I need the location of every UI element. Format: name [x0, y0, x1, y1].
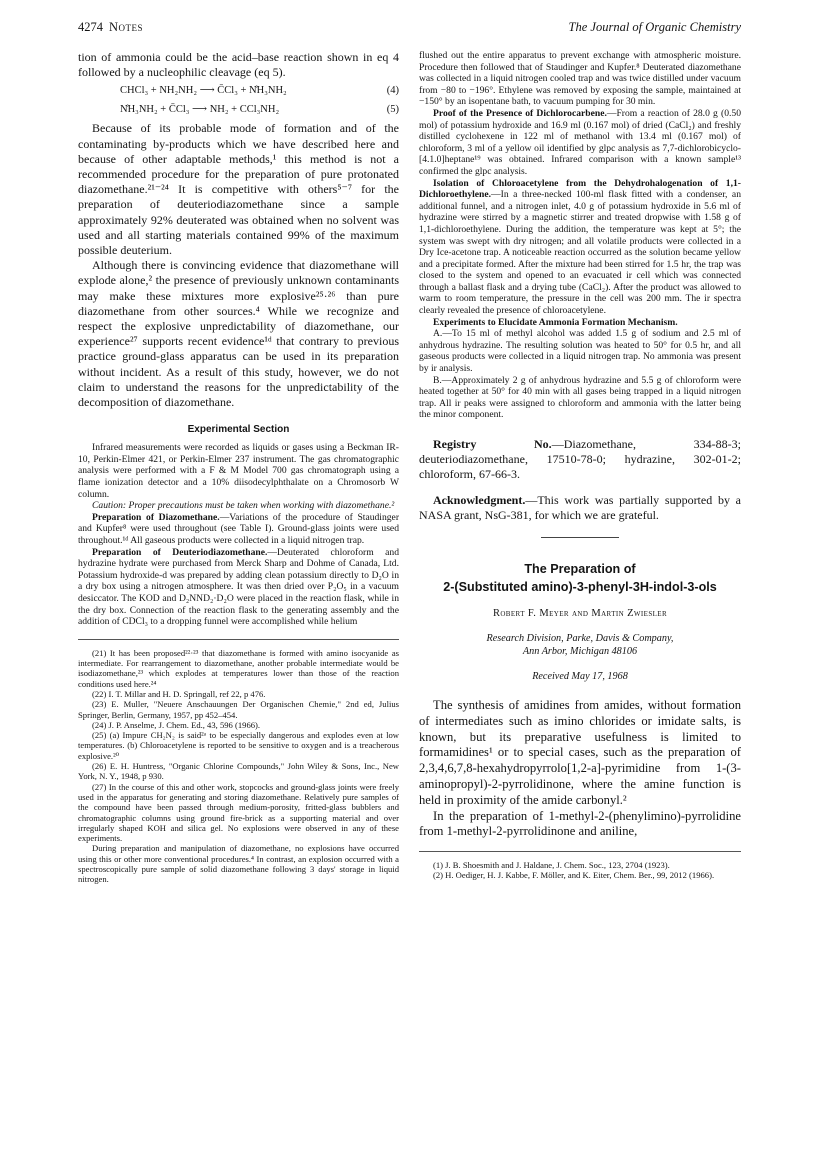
experiment-b: B.—Approximately 2 g of anhydrous hydrazine and 5.5 g of chloroform were heated together at 50° for 40 min with all gases being trapped in a liquid nitrogen trap. All ir peaks were assigned to chloroform and ammonia with the latter being the minor component. — [419, 374, 741, 421]
footnote-25: (25) (a) Impure CH₂N₂ is said²ᵃ to be especially dangerous and explodes even at low temperatures. (b) Chloroacetylene is reported to be sensitive to oxygen and is a treacherous explosive.²⁰ — [78, 730, 399, 761]
footnote-21: (21) It has been proposed²²·²³ that diazomethane is formed with amino isocyanide as intermediate. For rearrangement to diazomethane, another probable intermediate would be isodiazomethane,²³ which explodes at temperatures lower than those of the reaction conditions used here.²⁴ — [78, 647, 399, 689]
isolation-paragraph — [419, 178, 741, 317]
article-title-line-1: The Preparation of — [524, 562, 636, 577]
experimental-heading: Experimental Section — [187, 424, 290, 436]
prep-diazomethane-heading: Preparation of Diazomethane. — [92, 511, 220, 523]
prep-diazomethane-text: —Variations of the procedure of Staudinger and Kupfer⁸ were used throughout (see Table I). Ground-glass joints were used throughout.¹ᵈ All gaseous products were collected in a liquid nitrogen trap. — [78, 511, 400, 547]
caution-paragraph — [78, 500, 399, 512]
registry-heading: Registry No. — [433, 437, 552, 451]
received-date: Received May 17, 1968 — [532, 671, 628, 683]
proof-text: —From a reaction of 28.0 g (0.50 mol) of potassium hydroxide and 16.9 ml (0.167 mol) of dried (CaCl₂) and freshly distilled cyclohexene in 122 ml of methanol with 13.4 ml (0.167 mol) of chloroform, 3 ml of a yellow oil identified by glpc analysis as 7,7-dichlorobicyclo-[4.1.0]heptane¹⁹ was obtained. Infrared comparison with a known sample¹³ confirmed the glpc analysis. — [419, 107, 741, 177]
experiments-heading: Experiments to Elucidate Ammonia Formation Mechanism. — [433, 316, 678, 328]
affiliation-line-1: Research Division, Parke, Davis & Company, — [486, 633, 674, 645]
article-body-2: In the preparation of 1-methyl-2-(phenylimino)-pyrrolidine from 1-methyl-2-pyrrolidinone and aniline, — [419, 808, 741, 839]
page-number-group — [78, 20, 143, 35]
article-affiliation — [419, 632, 741, 658]
left-column — [78, 50, 399, 885]
article-body-1: The synthesis of amidines from amides, without formation of intermediates such as imino chlorides or imidate salts, is known, but its preparative usefulness is limited to formamidines¹ or to special cases, such as the preparation of 2,3,4,6,7,8-hexahydropyrrolo[1,2-a]-pyrimidine from 1-(3-aminopropyl)-2-pyrrolidinone, where the amine function is held in proximity of the amide carbonyl.² — [419, 698, 741, 807]
footnote-27-continued: During preparation and manipulation of diazomethane, no explosions have occurred using this or other more conventional procedures.⁴ In contrast, an explosion occurred with a spectroscopically pure sample of solid diazomethane following 3 days' storage in liquid nitrogen. — [78, 843, 399, 885]
article-title-line-2: 2-(Substituted amino)-3-phenyl-3H-indol-3-ols — [443, 580, 717, 595]
footnote-22: (22) I. T. Millar and H. D. Springall, ref 22, p 476. — [92, 688, 266, 699]
equation-5-text: N̊H₃NH₂ + C̄Cl₃ ⟶ NH₂ + CCl₃NH₂ — [120, 104, 280, 116]
caution-text: Proper precautions must be taken when working with diazomethane.² — [128, 500, 395, 512]
page-header — [78, 20, 741, 40]
proof-paragraph — [419, 108, 741, 178]
equation-5-number: (5) — [386, 104, 399, 116]
prep-deuterio-text: —Deuterated chloroform and hydrazine hydrate were purchased from Merck Sharp and Dohme of Canada, Ltd. Potassium hydroxide-d was prepared by adding clean potassium directly to D₂O in a dry box using a nitrogen atmosphere. It was then dried over P₂O₅ in a vacuum desiccator. The KOD and D₂NND₂·D₂O were placed in the reaction flask, while in the dry box. Connection of the reaction flask to the generating assembly and the addition of CDCl₃ to a dropping funnel were accomplished while helium — [78, 546, 399, 628]
prep-deuterio-paragraph — [78, 547, 399, 628]
footnote-27: (27) In the course of this and other work, stopcocks and ground-glass joints were freely used in the apparatus for generating and storing diazomethane. Relatively pure samples of the compound have been passed through medium-porosity, fritted-glass bubblers and chromatographic columns using ground fire-brick as a supporting material and over irregularly shaped KOH and silica gel. No explosions were observed in any of these experiments. — [78, 781, 399, 844]
equation-4-text: CHCl₃ + NH₂NH₂ ⟶ C̄Cl₃ + N̊H₃NH₂ — [120, 85, 287, 97]
prep-diazomethane-paragraph — [78, 512, 399, 547]
footnote-23: (23) E. Muller, "Neuere Anschauungen Der Organischen Chemie," 2nd ed, Julius Springer, Berlin, Germany, 1957, pp 452–454. — [78, 699, 399, 720]
footnote-26: (26) E. H. Huntress, "Organic Chlorine Compounds," John Wiley & Sons, Inc., New York, N. Y., 1948, p 930. — [78, 761, 399, 782]
acknowledgment-text: —This work was partially supported by a NASA grant, NsG-381, for which we are grateful. — [419, 492, 741, 522]
footnote-r1: (1) J. B. Shoesmith and J. Haldane, J. Chem. Soc., 123, 2704 (1923). — [433, 860, 670, 871]
intro-paragraph: tion of ammonia could be the acid–base reaction shown in eq 4 followed by a nucleophilic cleavage (eq 5). — [78, 50, 399, 80]
equation-4-number: (4) — [386, 85, 399, 97]
isolation-heading: Isolation of Chloroacetylene from the Dehydrohalogenation of 1,1-Dichloroethylene. — [419, 177, 741, 201]
article-title — [419, 560, 741, 596]
right-column — [419, 50, 741, 881]
footnote-24: (24) J. P. Anselme, J. Chem. Ed., 43, 596 (1966). — [92, 719, 261, 730]
equation-4 — [78, 83, 399, 99]
experiments-heading-paragraph — [419, 317, 741, 329]
registry-text: —Diazomethane, 334-88-3; deuteriodiazomethane, 17510-78-0; hydrazine, 302-01-2; chloroform, 67-66-3. — [419, 437, 742, 482]
body-paragraph-1: Because of its probable mode of formation and of the contaminating by-products which we have described here and because of other adaptable methods,¹ this method is not a recommended procedure for the preparation of pure protonated diazomethane.²¹⁻²⁴ It is competitive with others⁵⁻⁷ for the preparation of deuteriodiazomethane since a sample approximately 92% deuterated was obtained when no solvent was used and all starting materials contained 99% of the maximum possible deuterium. — [78, 121, 399, 258]
article-separator — [541, 537, 619, 538]
acknowledgment-heading: Acknowledgment. — [433, 492, 526, 507]
experimental-paragraph: Infrared measurements were recorded as liquids or gases using a Beckman IR-10, Perkin-Elmer 421, or Perkin-Elmer 237 instrument. The gas chromatographic analysis were performed with a F & M Model 700 gas chromatograph using a flame ionization detector and a 10% diisodecylphthalate on a Chromosorb W column. — [78, 442, 399, 500]
article-authors: Robert F. Meyer and Martin Zwiesler — [492, 608, 668, 620]
proof-heading: Proof of the Presence of Dichlorocarbene. — [433, 107, 607, 119]
equation-5 — [78, 102, 399, 118]
registry-paragraph — [419, 437, 741, 483]
prep-deuterio-heading: Preparation of Deuteriodiazomethane. — [92, 546, 268, 558]
right-footnote-rule — [419, 851, 741, 852]
experiment-a: A.—To 15 ml of methyl alcohol was added 1.5 g of sodium and 2.5 ml of anhydrous hydrazine. The resulting solution was heated to 50° for 0.5 hr, and all gaseous products were collected in a liquid nitrogen trap. No ammonia was present by ir analysis. — [419, 328, 741, 375]
page-number: 4274 — [78, 20, 103, 34]
footnote-r2: (2) H. Oediger, H. J. Kabbe, F. Möller, and K. Eiter, Chem. Ber., 99, 2012 (1966). — [433, 870, 715, 881]
left-footnotes — [78, 648, 399, 885]
continued-paragraph: flushed out the entire apparatus to prevent exchange with atmospheric moisture. Procedure then followed that of Staudinger and Kupfer.⁸ Deuterated diazomethane was collected in a liquid nitrogen cooled trap and was twice distilled under vacuum from −80 to −196°. Ethylene was removed by exposing the sample, maintained at −150° by an isopentane bath, to vacuum pumping for 30 min. — [419, 50, 741, 108]
isolation-text: —In a three-necked 100-ml flask fitted with a condenser, an additional funnel, and a nitrogen inlet, 4.0 g of potassium hydroxide in 5.6 ml of hydrazine were stirred by a magnetic stirrer and treated dropwise with 1.58 g of 1,1-dichloroethylene. During the addition, the temperature was kept at 5°; the system was swept with dry nitrogen; and all volatile products were collected in a Dry Ice-acetone trap. A noticeable reaction occurred as the solution became yellow and a precipitate formed. After the mixture had been stirred for 1.5 hr, the trap was closed to the system and opened to an evacuated ir cell which was connected through a ballast flask and a drying tube (CaCl₂). After the product was allowed to warm to room temperature, the pressure in the cell was 200 mm. The ir spectra clearly revealed the presence of chloroacetylene. — [419, 189, 741, 317]
acknowledgment-paragraph — [419, 493, 741, 523]
caution-label: Caution: — [92, 500, 127, 512]
affiliation-line-2: Ann Arbor, Michigan 48106 — [522, 646, 638, 658]
footnote-rule — [78, 639, 399, 640]
section-label: Notes — [109, 20, 144, 34]
body-paragraph-2: Although there is convincing evidence that diazomethane will explode alone,² the presence of previously unknown contaminants may make these mixtures more explosive²⁵·²⁶ than pure diazomethane from other sources.⁴ While we recognize and respect the explosive unpredictability of diazomethane, our experience²⁷ supports recent evidence¹ᵈ that contrary to previous practice ground-glass apparatus can be used in its preparation without incident. As a result of this study, however, we do not claim to understand the reasons for the unpredictability of the decomposition of diazomethane. — [78, 258, 399, 410]
journal-title: The Journal of Organic Chemistry — [568, 20, 741, 34]
